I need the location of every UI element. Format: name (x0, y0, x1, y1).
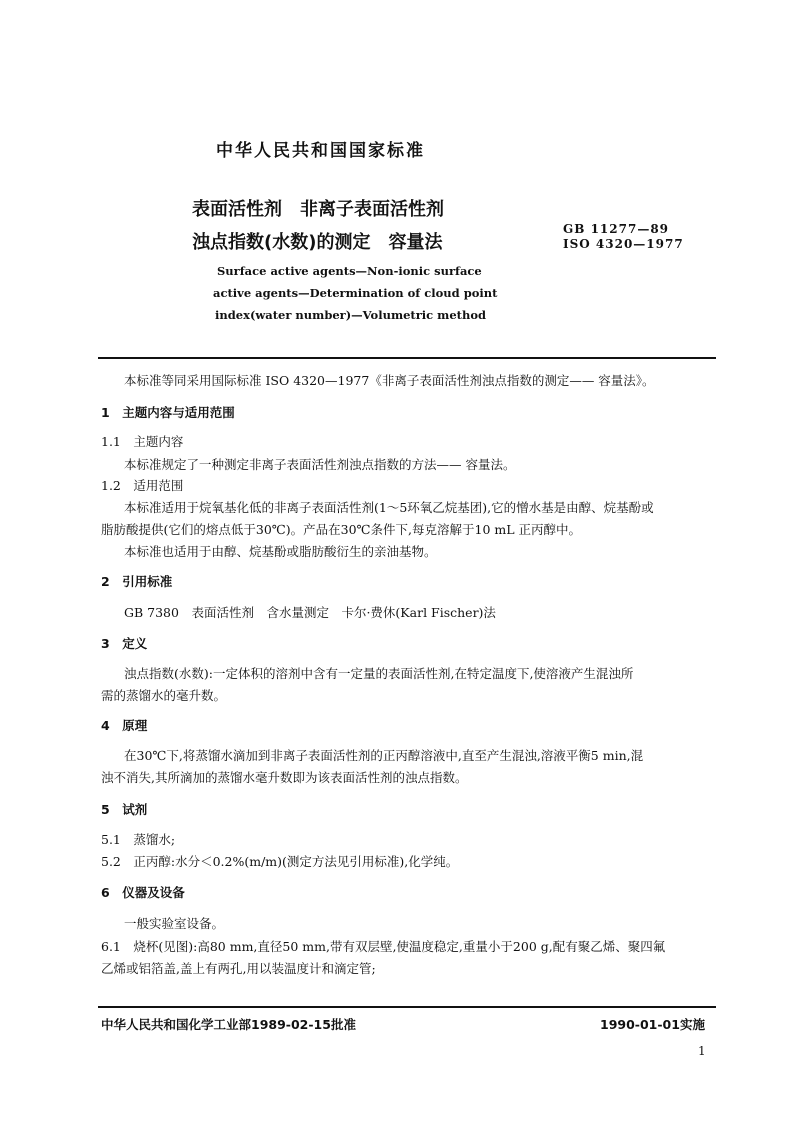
page-number: 1 (698, 1044, 706, 1058)
english-title-line-3: index(water number)—Volumetric method (215, 308, 487, 322)
section-6-item-1-b: 乙烯或铝箔盖,盖上有两孔,用以装温度计和滴定管; (101, 961, 376, 976)
title-line-2: 浊点指数(水数)的测定 容量法 (192, 232, 443, 253)
effective-date: 1990-01-01实施 (600, 1017, 705, 1032)
intro-text: 本标准等同采用国际标准 ISO 4320—1977《非离子表面活性剂浊点指数的测定—— 容量法》。 (124, 373, 655, 388)
section-3-text-b: 需的蒸馏水的毫升数。 (101, 688, 227, 703)
section-2-text: GB 7380 表面活性剂 含水量测定 卡尔·费休(Karl Fischer)法 (124, 605, 496, 620)
title-line-1: 表面活性剂 非离子表面活性剂 (192, 199, 444, 220)
english-title-line-2: active agents—Determination of cloud point (213, 286, 498, 300)
section-1-1-title: 1.1 主题内容 (101, 434, 184, 449)
national-standard-heading: 中华人民共和国国家标准 (216, 141, 425, 161)
section-6-item-1-a: 6.1 烧杯(见图):高80 mm,直径50 mm,带有双层壁,使温度稳定,重量小于200 g,配有聚乙烯、聚四氟 (101, 939, 666, 954)
section-3-title: 3 定义 (101, 636, 148, 651)
gb-code: GB 11277—89 (563, 222, 670, 236)
approval-text: 中华人民共和国化学工业部1989-02-15批准 (101, 1017, 356, 1032)
section-3-text-a: 浊点指数(水数):一定体积的溶剂中含有一定量的表面活性剂,在特定温度下,使溶液产生混浊所 (124, 666, 634, 681)
section-4-text-a: 在30℃下,将蒸馏水滴加到非离子表面活性剂的正丙醇溶液中,直至产生混浊,溶液平衡5 min,混 (124, 748, 644, 763)
section-5-title: 5 试剂 (101, 802, 148, 817)
section-2-title: 2 引用标准 (101, 574, 173, 589)
section-5-item-2: 5.2 正丙醇:水分＜0.2%(m/m)(测定方法见引用标准),化学纯。 (101, 854, 459, 869)
section-1-2-text-a: 本标准适用于烷氧基化低的非离子表面活性剂(1～5环氧乙烷基团),它的憎水基是由醇、烷基酚或 (124, 500, 654, 515)
iso-code: ISO 4320—1977 (563, 237, 684, 251)
header-divider (98, 357, 716, 359)
section-6-text: 一般实验室设备。 (124, 916, 225, 931)
section-1-2-text-b: 脂肪酸提供(它们的熔点低于30℃)。产品在30℃条件下,每克溶解于10 mL 正丙醇中。 (101, 522, 582, 537)
section-5-item-1: 5.1 蒸馏水; (101, 832, 176, 847)
english-title-line-1: Surface active agents—Non-ionic surface (217, 264, 482, 278)
section-1-2-title: 1.2 适用范围 (101, 478, 184, 493)
section-6-title: 6 仪器及设备 (101, 885, 185, 900)
section-1-title: 1 主题内容与适用范围 (101, 405, 235, 420)
footer-divider (98, 1006, 716, 1008)
section-4-text-b: 浊不消失,其所滴加的蒸馏水毫升数即为该表面活性剂的浊点指数。 (101, 770, 468, 785)
section-4-title: 4 原理 (101, 718, 148, 733)
section-1-1-text: 本标准规定了一种测定非离子表面活性剂浊点指数的方法—— 容量法。 (124, 457, 516, 472)
section-1-2-text-c: 本标准也适用于由醇、烷基酚或脂肪酸衍生的亲油基物。 (124, 544, 437, 559)
